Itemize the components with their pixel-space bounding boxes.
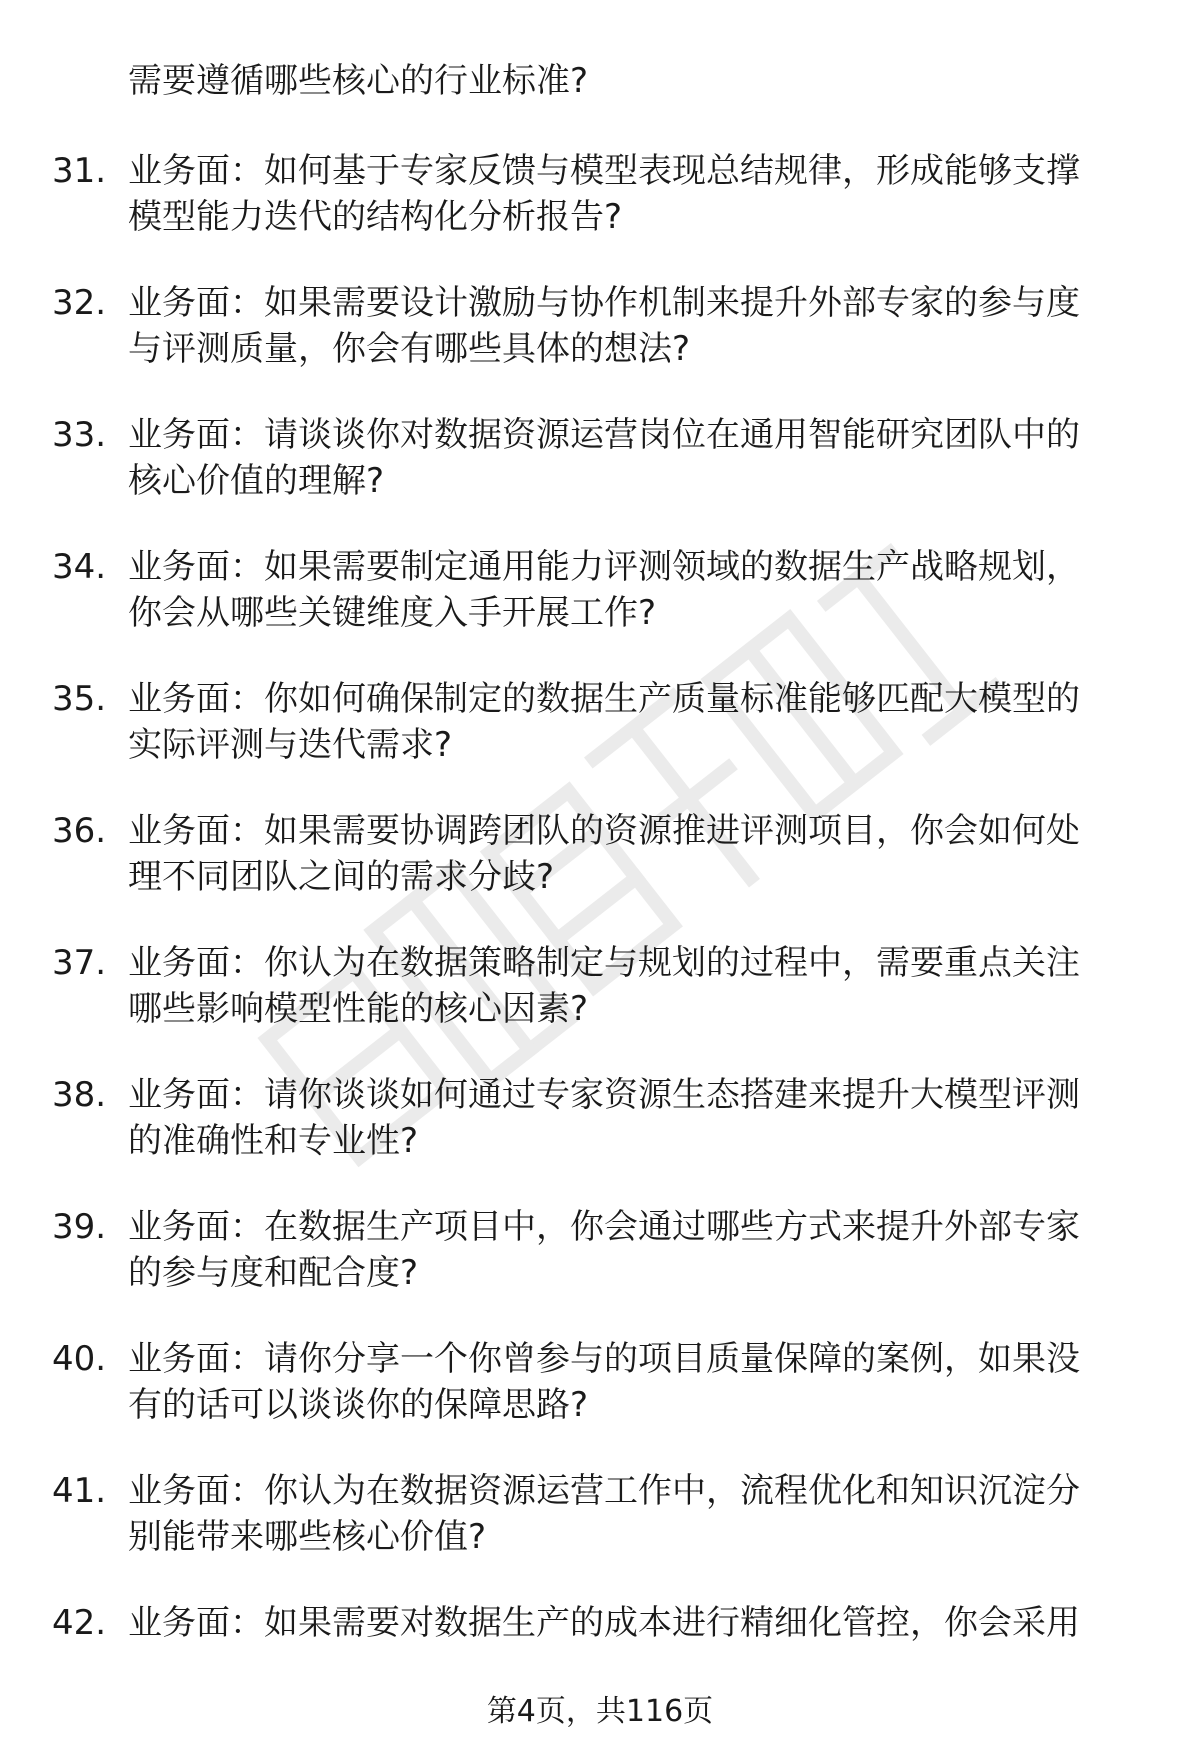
question-item — [0, 808, 1200, 940]
question-item — [0, 1336, 1200, 1468]
question-text — [128, 676, 1144, 768]
question-text-line: 业务面：如何基于专家反馈与模型表现总结规律，形成能够支撑 — [128, 151, 1080, 191]
question-text-line: 核心价值的理解? — [128, 461, 385, 501]
question-text — [128, 940, 1144, 1032]
continuation-line: 需要遵循哪些核心的行业标准? — [128, 61, 589, 101]
question-number: 36. — [52, 811, 107, 851]
question-text — [128, 412, 1144, 504]
question-item — [0, 412, 1200, 544]
question-number: 34. — [52, 547, 107, 587]
question-list — [0, 148, 1200, 1732]
question-text-line: 与评测质量，你会有哪些具体的想法? — [128, 329, 691, 369]
question-text-line: 模型能力迭代的结构化分析报告? — [128, 197, 623, 237]
question-text — [128, 280, 1144, 372]
question-text — [128, 808, 1144, 900]
question-item — [0, 1468, 1200, 1600]
question-text-line: 你会从哪些关键维度入手开展工作? — [128, 593, 657, 633]
question-text-line: 业务面：你认为在数据资源运营工作中，流程优化和知识沉淀分 — [128, 1471, 1080, 1511]
question-text-line: 别能带来哪些核心价值? — [128, 1517, 487, 1557]
question-text-line: 业务面：如果需要设计激励与协作机制来提升外部专家的参与度 — [128, 283, 1080, 323]
question-text-line: 理不同团队之间的需求分歧? — [128, 857, 555, 897]
question-text-line: 有的话可以谈谈你的保障思路? — [128, 1385, 589, 1425]
question-text-line: 业务面：如果需要协调跨团队的资源推进评测项目，你会如何处 — [128, 811, 1080, 851]
question-text-line: 的参与度和配合度? — [128, 1253, 419, 1293]
question-text — [128, 544, 1144, 636]
question-text-line: 的准确性和专业性? — [128, 1121, 419, 1161]
question-text — [128, 1468, 1144, 1560]
question-text-line: 业务面：你认为在数据策略制定与规划的过程中，需要重点关注 — [128, 943, 1080, 983]
question-text-line: 业务面：请你分享一个你曾参与的项目质量保障的案例，如果没 — [128, 1339, 1080, 1379]
question-text — [128, 1204, 1144, 1296]
question-number: 42. — [52, 1603, 107, 1643]
question-text-line: 业务面：如果需要对数据生产的成本进行精细化管控，你会采用 — [128, 1603, 1080, 1643]
question-number: 38. — [52, 1075, 107, 1115]
question-number: 39. — [52, 1207, 107, 1247]
question-text-line: 哪些影响模型性能的核心因素? — [128, 989, 589, 1029]
question-text-line: 业务面：请你谈谈如何通过专家资源生态搭建来提升大模型评测 — [128, 1075, 1080, 1115]
question-text — [128, 1336, 1144, 1428]
question-text-line: 业务面：请谈谈你对数据资源运营岗位在通用智能研究团队中的 — [128, 415, 1080, 455]
question-item — [0, 1072, 1200, 1204]
question-item — [0, 1204, 1200, 1336]
question-text-line: 业务面：如果需要制定通用能力评测领域的数据生产战略规划， — [128, 547, 1080, 587]
question-text-line: 业务面：在数据生产项目中，你会通过哪些方式来提升外部专家 — [128, 1207, 1080, 1247]
question-text — [128, 148, 1144, 240]
question-text — [128, 1072, 1144, 1164]
question-number: 31. — [52, 151, 107, 191]
question-item — [0, 676, 1200, 808]
question-number: 32. — [52, 283, 107, 323]
question-number: 35. — [52, 679, 107, 719]
question-item — [0, 544, 1200, 676]
question-item — [0, 148, 1200, 280]
question-number: 41. — [52, 1471, 107, 1511]
page-footer: 第4页，共116页 — [486, 1694, 714, 1729]
question-text-line: 实际评测与迭代需求? — [128, 725, 453, 765]
question-number: 33. — [52, 415, 107, 455]
question-text-line: 业务面：你如何确保制定的数据生产质量标准能够匹配大模型的 — [128, 679, 1080, 719]
question-text — [128, 1600, 1144, 1646]
question-item — [0, 280, 1200, 412]
question-number: 40. — [52, 1339, 107, 1379]
question-number: 37. — [52, 943, 107, 983]
question-item — [0, 940, 1200, 1072]
